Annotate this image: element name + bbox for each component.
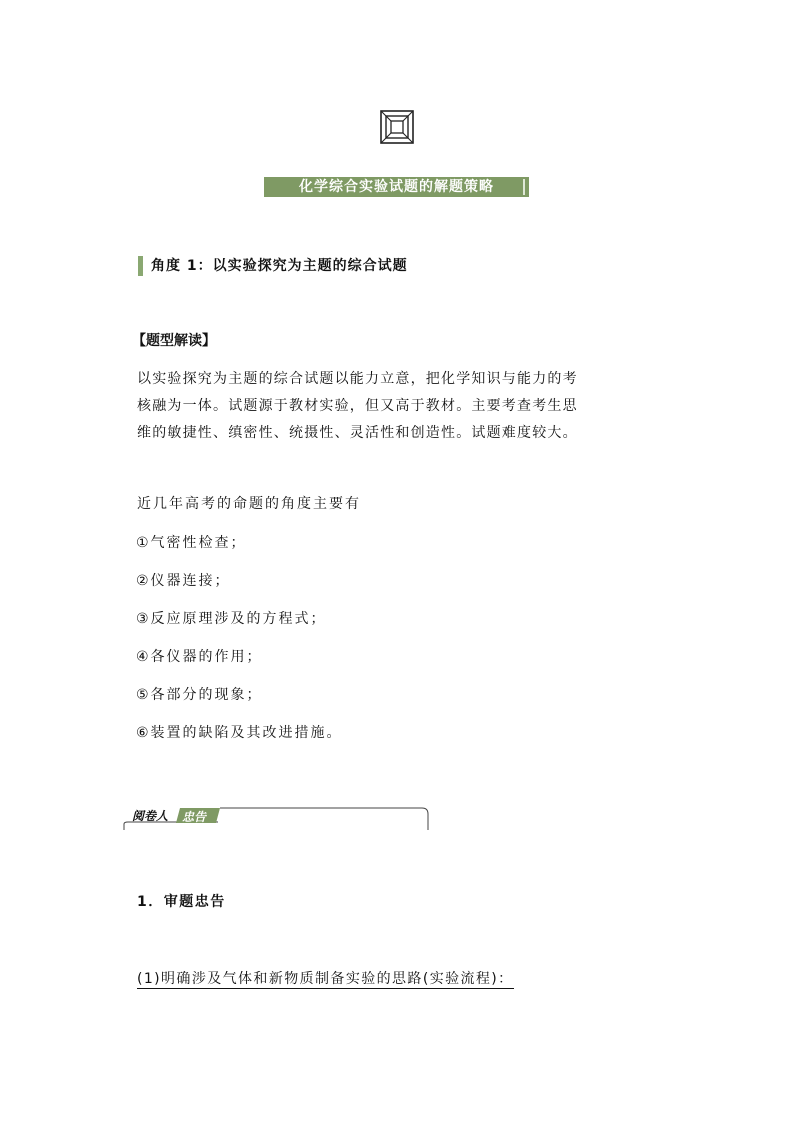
list-item: ⑥装置的缺陷及其改进措施。: [136, 725, 343, 741]
section-title: 角度 1：以实验探究为主题的综合试题: [151, 258, 408, 274]
paragraph-line: 核融为一体。试题源于教材实验，但又高于教材。主要考查考生思: [137, 398, 578, 414]
paragraph-line: 以实验探究为主题的综合试题以能力立意，把化学知识与能力的考: [137, 371, 578, 387]
section-bar: [138, 256, 143, 276]
list-item: ①气密性检查；: [136, 535, 247, 551]
list-item: ③反应原理涉及的方程式；: [136, 611, 327, 627]
banner-edge: [523, 179, 525, 195]
grader-advice-box: [120, 806, 430, 830]
interpretation-paragraph: [137, 366, 667, 447]
paragraph-line: 维的敏捷性、缜密性、统摄性、灵活性和创造性。试题难度较大。: [137, 425, 578, 441]
review-advice-heading: 1．审题忠告: [137, 894, 226, 910]
experiment-process-heading: (1)明确涉及气体和新物质制备实验的思路(实验流程)：: [137, 971, 514, 987]
list-item: ⑤各部分的现象；: [136, 687, 263, 703]
advice-prefix: 阅卷人: [132, 809, 169, 823]
question-type-heading: 【题型解读】: [132, 333, 216, 349]
list-item: ④各仪器的作用；: [136, 649, 263, 665]
list-item: ②仪器连接；: [136, 573, 231, 589]
frame-logo-icon: [380, 110, 414, 144]
angles-intro: 近几年高考的命题的角度主要有: [137, 496, 361, 512]
advice-highlight: 忠告: [182, 810, 207, 824]
banner-title: 化学综合实验试题的解题策略: [299, 179, 494, 195]
title-banner: [264, 177, 529, 197]
